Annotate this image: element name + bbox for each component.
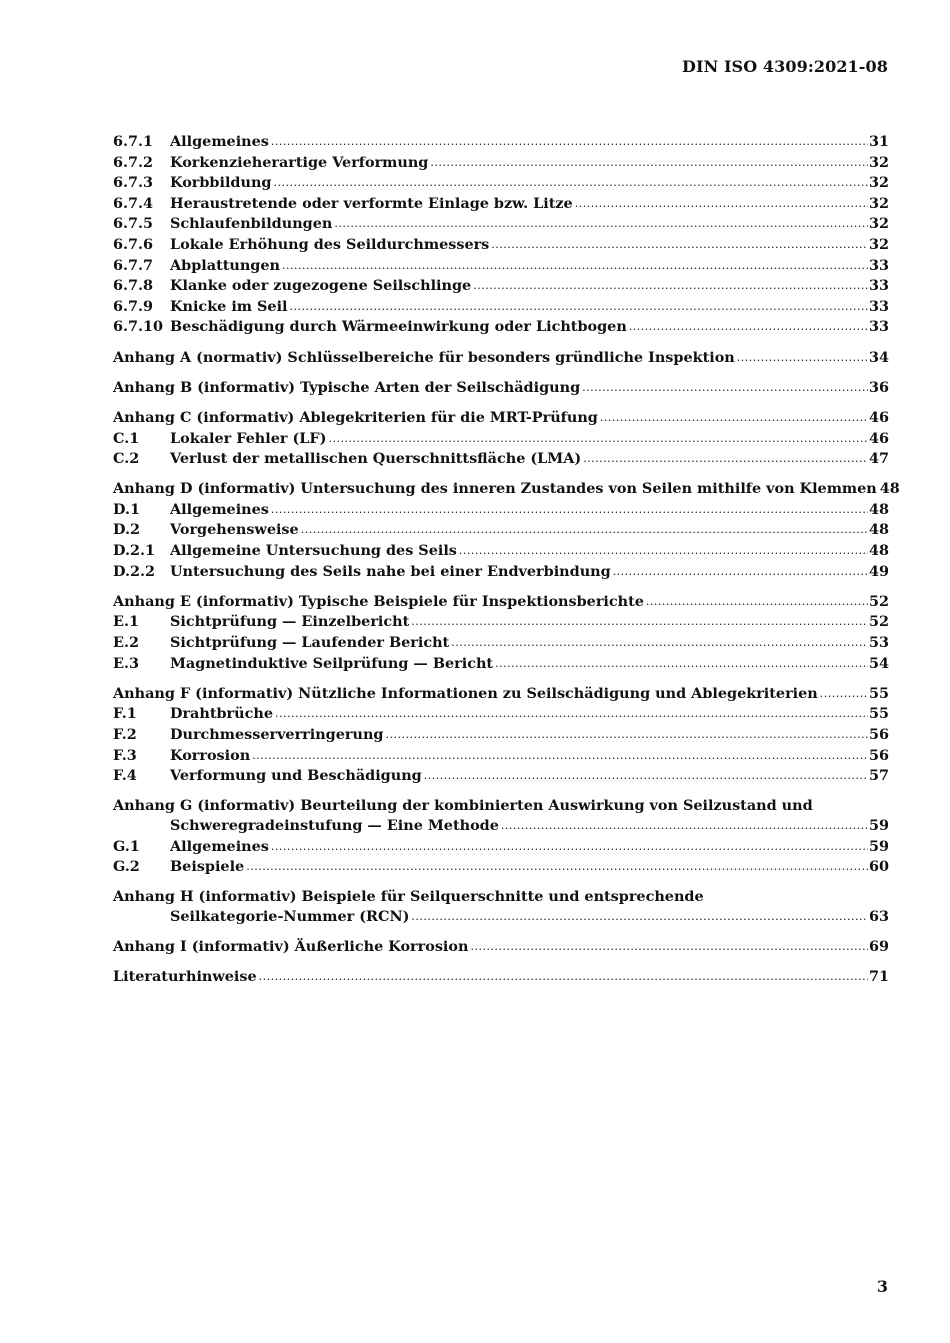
toc-entry[interactable]	[113, 562, 889, 583]
toc-section-number: 6.7.2	[113, 153, 154, 171]
toc-entry[interactable]	[113, 684, 889, 705]
toc-leader-dots	[411, 907, 868, 927]
toc-page-number: 36	[868, 378, 889, 396]
toc-page-number: 52	[868, 613, 889, 631]
toc-entry-title: Anhang A (normativ) Schlüsselbereiche für besonders gründliche Inspektion	[113, 348, 735, 366]
toc-leader-dots	[271, 132, 868, 152]
toc-entry-title: Beschädigung durch Wärmeeinwirkung oder Lichtbogen	[170, 318, 627, 336]
toc-page-number: 33	[868, 256, 889, 274]
toc-page-number: 33	[868, 277, 889, 295]
toc-entry-title: Magnetinduktive Seilprüfung — Bericht	[170, 654, 494, 672]
toc-page-number: 71	[868, 968, 889, 986]
toc-page-number: 57	[868, 767, 889, 785]
toc-section-number: 6.7.4	[113, 194, 154, 212]
toc-entry[interactable]	[113, 429, 889, 450]
toc-entry[interactable]	[113, 857, 889, 878]
toc-group	[113, 592, 889, 674]
toc-page-number: 48	[868, 521, 889, 539]
toc-entry[interactable]	[113, 235, 889, 256]
toc-section-number: F.3	[113, 746, 137, 764]
toc-section-number: F.2	[113, 726, 137, 743]
toc-group	[113, 348, 889, 369]
toc-leader-dots	[451, 633, 868, 653]
toc-entry-title: Sichtprüfung — Einzelbericht	[170, 613, 410, 631]
toc-entry-title: Durchmesserverringerung	[170, 726, 384, 743]
toc-entry[interactable]	[113, 276, 889, 297]
toc-entry-continuation[interactable]	[113, 907, 889, 928]
toc-entry[interactable]	[113, 297, 889, 318]
toc-leader-dots	[328, 429, 868, 449]
toc-section-number: C.1	[113, 429, 140, 447]
toc-section-number: D.2	[113, 521, 140, 539]
toc-leader-dots	[575, 194, 868, 214]
toc-leader-dots	[582, 378, 868, 398]
toc-entry[interactable]	[113, 479, 900, 500]
document-id: DIN ISO 4309:2021-08	[682, 57, 888, 76]
toc-entry[interactable]	[113, 592, 889, 613]
toc-entry-title: Literaturhinweise	[113, 968, 257, 986]
toc-page-number: 32	[868, 194, 889, 212]
toc-entry[interactable]	[113, 214, 889, 235]
toc-leader-dots	[501, 816, 868, 836]
toc-group	[113, 796, 889, 877]
toc-entry[interactable]	[113, 746, 889, 767]
toc-section-number: E.3	[113, 654, 139, 672]
toc-entry-title: Allgemeines	[170, 133, 269, 150]
toc-entry[interactable]	[113, 378, 889, 399]
toc-leader-dots	[430, 153, 868, 173]
toc-entry[interactable]	[113, 153, 889, 174]
toc-entry-title: Anhang F (informativ) Nützliche Informationen zu Seilschädigung und Ablegekriterien	[113, 684, 818, 702]
toc-entry-title: Anhang D (informativ) Untersuchung des inneren Zustandes von Seilen mithilfe von Klemmen	[113, 480, 877, 498]
toc-page-number: 59	[868, 816, 889, 834]
toc-leader-dots	[271, 837, 868, 857]
toc-page-number: 46	[868, 408, 889, 426]
toc-entry-title: Lokaler Fehler (LF)	[170, 429, 327, 447]
toc-section-number: G.1	[113, 837, 140, 855]
toc-entry-title: Korbbildung	[170, 174, 272, 192]
toc-page-number: 56	[868, 746, 889, 764]
toc-page-number: 48	[868, 542, 889, 560]
toc-section-number: D.2.1	[113, 542, 156, 560]
toc-entry[interactable]	[113, 541, 889, 562]
toc-group	[113, 378, 889, 399]
toc-page-number: 47	[868, 450, 889, 468]
toc-entry[interactable]	[113, 520, 889, 541]
toc-section-number: 6.7.10	[113, 318, 164, 336]
toc-entry-title: Allgemeine Untersuchung des Seils	[170, 542, 457, 560]
toc-section-number: 6.7.9	[113, 297, 154, 315]
toc-leader-dots	[424, 766, 868, 786]
toc-entry-title-continuation: Seilkategorie-Nummer (RCN)	[170, 907, 410, 925]
table-of-contents	[113, 132, 900, 998]
toc-page-number: 32	[868, 215, 889, 233]
toc-entry-title: Beispiele	[170, 858, 245, 876]
toc-entry[interactable]	[113, 256, 889, 277]
toc-section-number: E.1	[113, 613, 139, 631]
toc-section-number: 6.7.1	[113, 133, 154, 150]
toc-entry[interactable]	[113, 704, 889, 725]
toc-page-number: 34	[868, 348, 889, 366]
toc-entry[interactable]	[113, 633, 889, 654]
toc-page-number: 69	[868, 938, 889, 956]
toc-entry-title: Verformung und Beschädigung	[170, 767, 422, 785]
toc-page-number: 55	[868, 705, 889, 723]
toc-leader-dots	[491, 235, 868, 255]
toc-entry-title: Vorgehensweise	[170, 521, 299, 539]
toc-section-number: 6.7.3	[113, 174, 154, 192]
toc-entry[interactable]	[113, 348, 889, 369]
toc-leader-dots	[600, 408, 868, 428]
toc-leader-dots	[334, 214, 868, 234]
toc-leader-dots	[275, 704, 868, 724]
toc-entry-title: Untersuchung des Seils nahe bei einer Endverbindung	[170, 562, 611, 580]
toc-leader-dots	[411, 612, 868, 632]
toc-entry-title: Klanke oder zugezogene Seilschlinge	[170, 277, 472, 295]
toc-entry-title: Lokale Erhöhung des Seildurchmessers	[170, 235, 490, 253]
toc-leader-dots	[301, 520, 868, 540]
toc-page-number: 63	[868, 907, 889, 925]
toc-entry[interactable]	[113, 725, 889, 746]
toc-leader-dots	[282, 256, 868, 276]
toc-leader-dots	[646, 592, 868, 612]
toc-entry-title: Abplattungen	[170, 256, 280, 274]
toc-page-number: 49	[868, 562, 889, 580]
toc-entry[interactable]	[113, 612, 889, 633]
toc-leader-dots	[271, 500, 868, 520]
toc-section-number: 6.7.7	[113, 256, 154, 274]
toc-leader-dots	[737, 348, 868, 368]
toc-page-number: 54	[868, 654, 889, 672]
toc-entry-title: Anhang I (informativ) Äußerliche Korrosion	[113, 938, 469, 956]
toc-page-number: 46	[868, 429, 889, 447]
toc-group	[113, 937, 889, 958]
toc-entry-title: Allgemeines	[170, 837, 269, 855]
toc-leader-dots	[273, 173, 867, 193]
toc-entry[interactable]	[113, 937, 889, 958]
toc-page-number: 56	[868, 726, 889, 743]
toc-page-number: 31	[868, 133, 889, 150]
toc-page-number: 33	[868, 297, 889, 315]
toc-entry-title-continuation: Schweregradeinstufung — Eine Methode	[170, 816, 499, 834]
toc-entry[interactable]	[113, 173, 889, 194]
toc-group	[113, 967, 889, 988]
toc-entry-title: Anhang C (informativ) Ablegekriterien für die MRT-Prüfung	[113, 408, 598, 426]
toc-entry[interactable]	[113, 132, 889, 153]
toc-leader-dots	[459, 541, 868, 561]
page-number: 3	[876, 1277, 888, 1296]
toc-section-number: C.2	[113, 450, 140, 468]
toc-page-number: 48	[868, 500, 889, 518]
toc-leader-dots	[385, 725, 867, 745]
toc-page-number: 32	[868, 235, 889, 253]
toc-entry[interactable]	[113, 654, 889, 675]
toc-leader-dots	[470, 937, 868, 957]
toc-group	[113, 479, 900, 582]
toc-leader-dots	[290, 297, 868, 317]
toc-leader-dots	[583, 449, 868, 469]
toc-page-number: 59	[868, 837, 889, 855]
toc-page-number: 33	[868, 318, 889, 336]
toc-entry[interactable]	[113, 887, 889, 907]
toc-section-number: D.2.2	[113, 562, 156, 580]
toc-section-number: G.2	[113, 858, 140, 876]
toc-group	[113, 684, 889, 787]
toc-group	[113, 132, 889, 338]
toc-entry-title: Korkenzieherartige Verformung	[170, 153, 429, 171]
toc-page-number: 52	[868, 592, 889, 610]
toc-entry[interactable]	[113, 796, 889, 816]
toc-entry-title: Sichtprüfung — Laufender Bericht	[170, 634, 450, 652]
toc-entry-title: Schlaufenbildungen	[170, 215, 333, 233]
toc-page-number: 48	[879, 480, 900, 498]
toc-entry-continuation[interactable]	[113, 816, 889, 837]
toc-leader-dots	[613, 562, 868, 582]
toc-page-number: 60	[868, 858, 889, 876]
toc-section-number: 6.7.8	[113, 277, 154, 295]
toc-group	[113, 408, 889, 470]
toc-entry-title: Anhang E (informativ) Typische Beispiele für Inspektionsberichte	[113, 592, 644, 610]
toc-entry-title: Allgemeines	[170, 500, 269, 518]
toc-leader-dots	[473, 276, 868, 296]
toc-section-number: F.1	[113, 705, 137, 723]
toc-leader-dots	[246, 857, 868, 877]
toc-entry-title: Drahtbrüche	[170, 705, 273, 723]
toc-entry-title: Anhang B (informativ) Typische Arten der Seilschädigung	[113, 378, 581, 396]
toc-group	[113, 887, 889, 927]
toc-section-number: 6.7.6	[113, 235, 154, 253]
toc-leader-dots	[252, 746, 868, 766]
toc-section-number: 6.7.5	[113, 215, 154, 233]
toc-section-number: D.1	[113, 500, 140, 518]
toc-entry[interactable]	[113, 766, 889, 787]
toc-page-number: 55	[868, 684, 889, 702]
toc-page-number: 53	[868, 634, 889, 652]
toc-entry[interactable]	[113, 967, 889, 988]
toc-page-number: 32	[868, 153, 889, 171]
toc-leader-dots	[629, 317, 868, 337]
toc-section-number: E.2	[113, 634, 139, 652]
toc-entry-title: Heraustretende oder verformte Einlage bzw. Litze	[170, 194, 573, 212]
toc-leader-dots	[820, 684, 868, 704]
toc-entry-title: Knicke im Seil	[170, 297, 288, 315]
toc-page-number: 32	[868, 174, 889, 192]
toc-entry-title: Anhang H (informativ) Beispiele für Seilquerschnitte und entsprechende	[113, 888, 704, 906]
toc-section-number: F.4	[113, 767, 137, 785]
toc-entry[interactable]	[113, 837, 889, 858]
toc-entry[interactable]	[113, 194, 889, 215]
toc-leader-dots	[495, 654, 868, 674]
toc-leader-dots	[259, 967, 868, 987]
toc-entry-title: Korrosion	[170, 746, 251, 764]
toc-entry[interactable]	[113, 408, 889, 429]
toc-entry[interactable]	[113, 500, 889, 521]
toc-entry[interactable]	[113, 449, 889, 470]
toc-entry-title: Anhang G (informativ) Beurteilung der kombinierten Auswirkung von Seilzustand und	[113, 797, 813, 815]
toc-entry[interactable]	[113, 317, 889, 338]
toc-entry-title: Verlust der metallischen Querschnittsfläche (LMA)	[170, 450, 582, 468]
